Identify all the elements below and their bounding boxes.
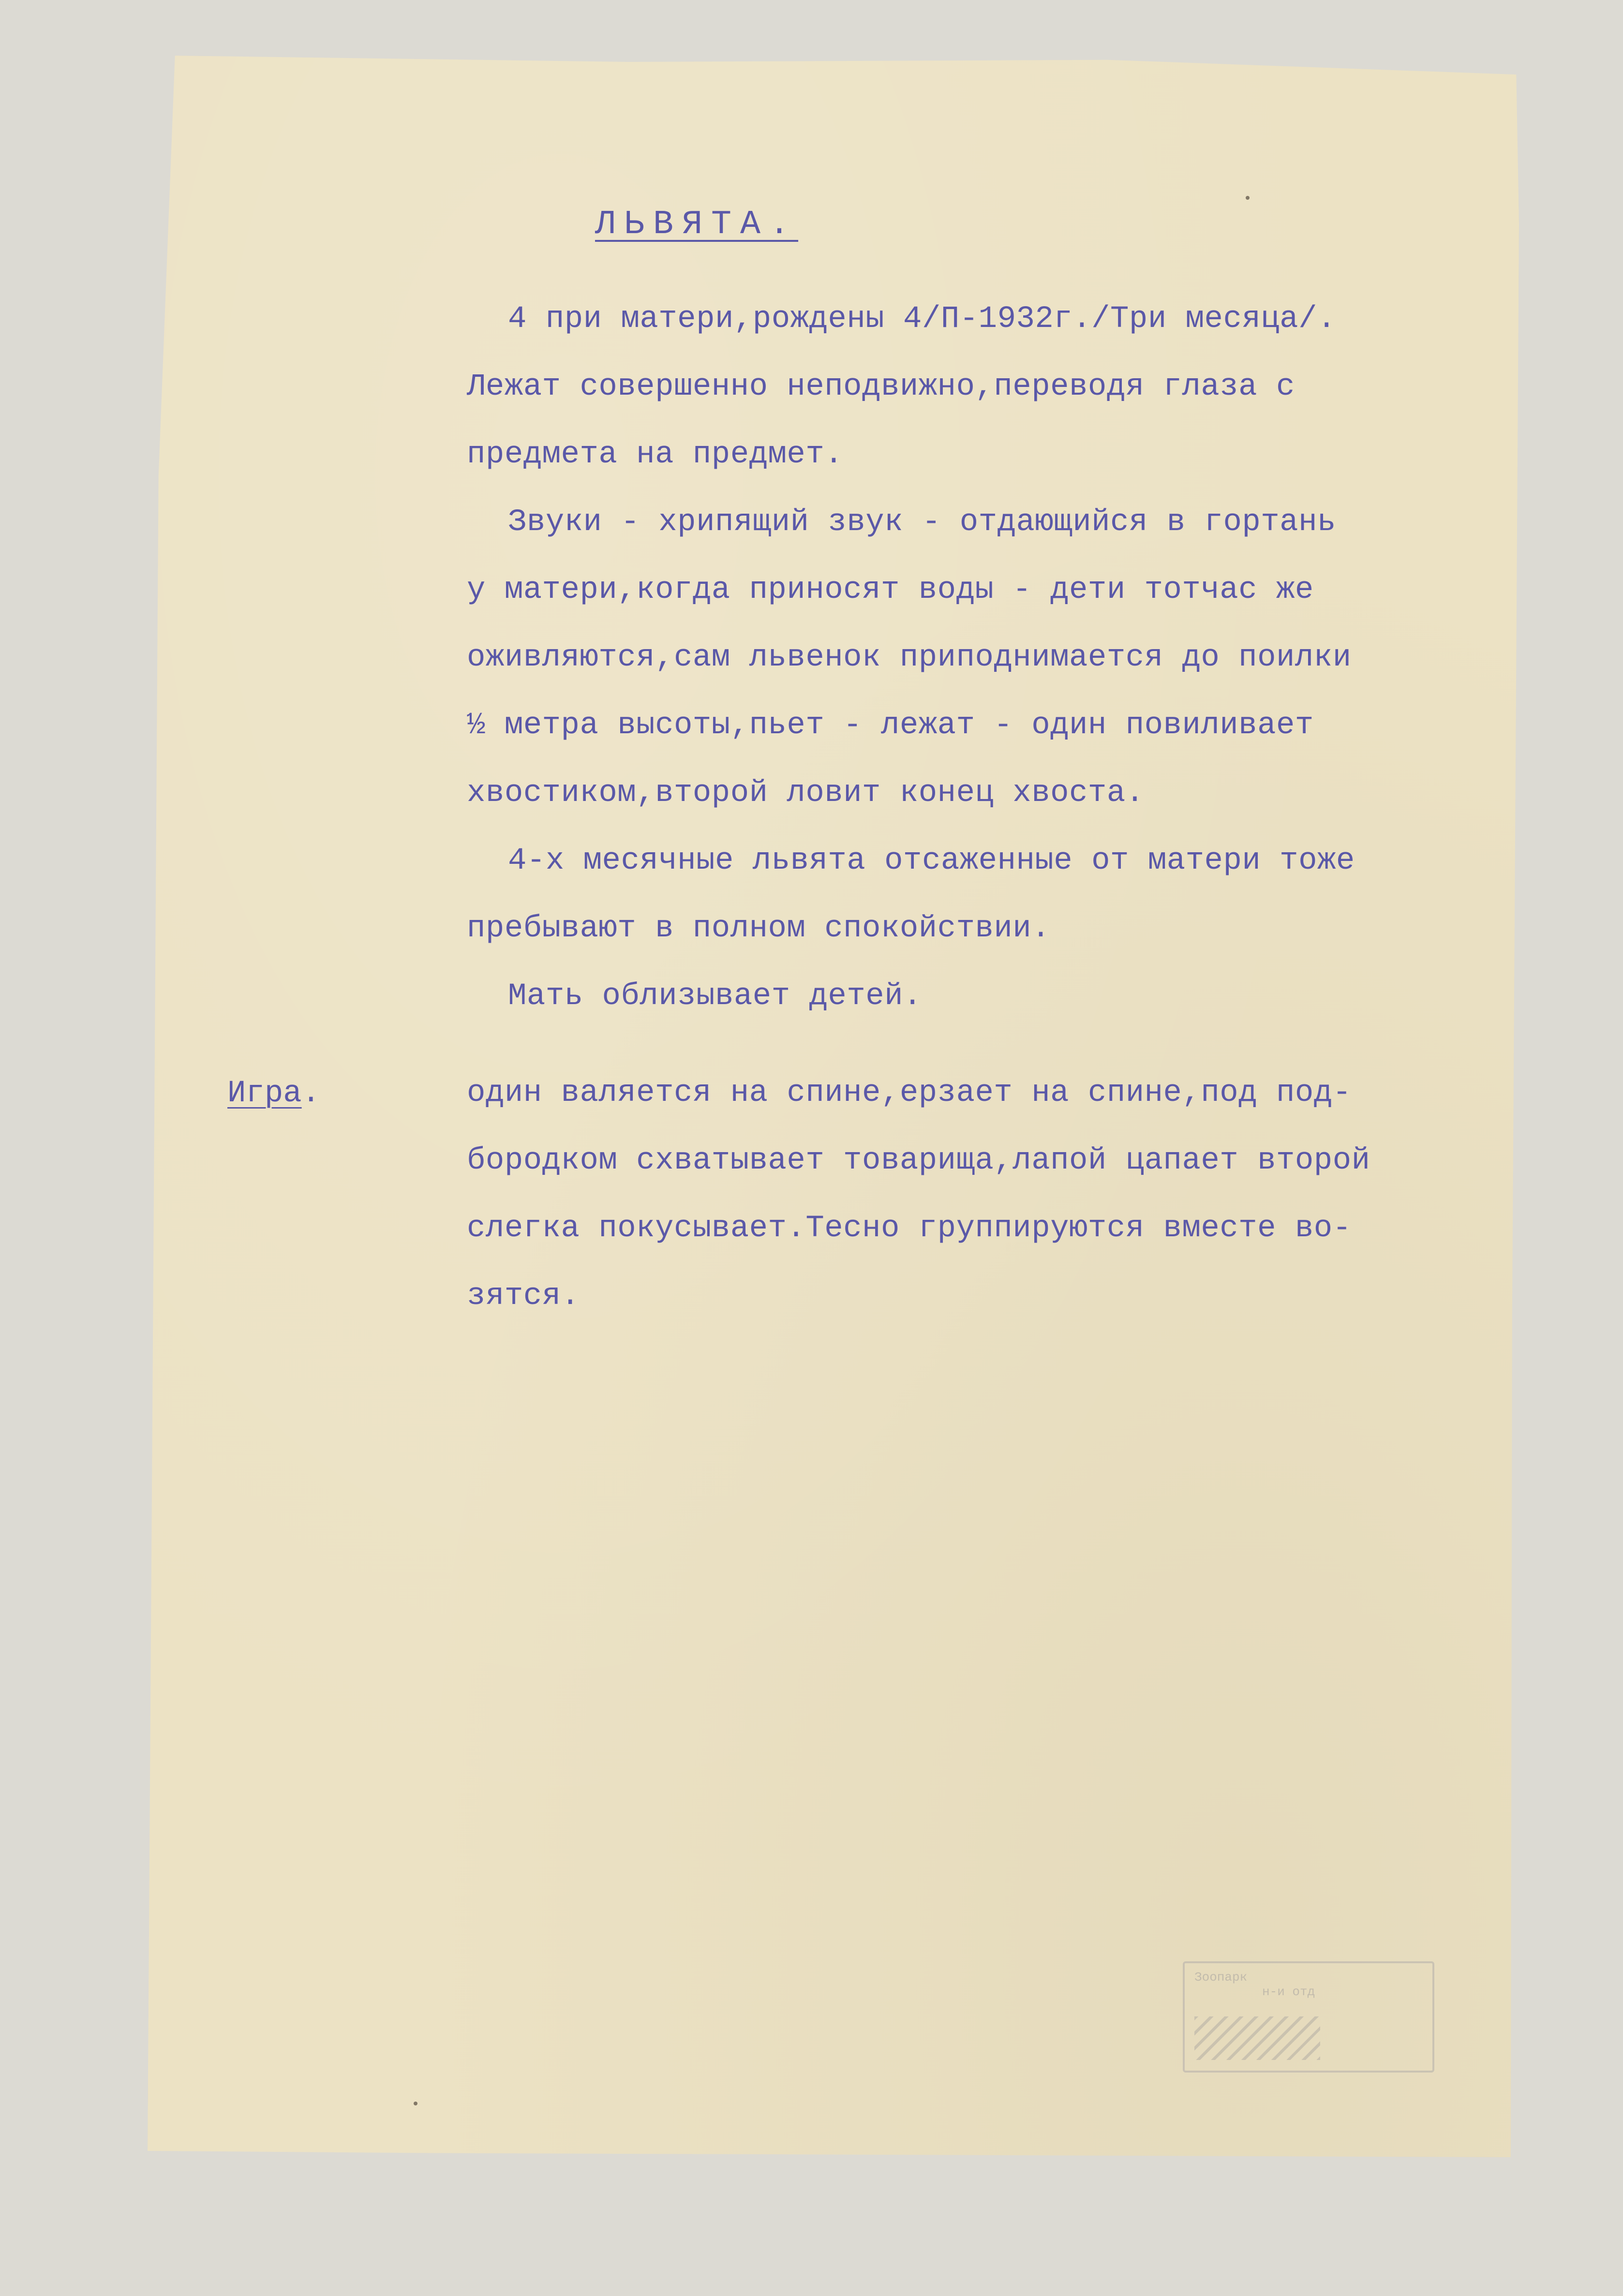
paper-speck: [414, 2102, 417, 2105]
text-line: предмета на предмет.: [467, 437, 844, 472]
section-text-line: зятся.: [467, 1279, 580, 1314]
text-line: 4-х месячные львята отсаженные от матери тоже: [508, 844, 1355, 878]
stamp-line: Зоопарк: [1194, 1970, 1248, 1985]
document-title: ЛЬВЯТА.: [595, 206, 799, 244]
text-line: хвостиком,второй ловит конец хвоста.: [467, 776, 1145, 811]
stamp-hatch: [1194, 2016, 1320, 2060]
stamp-line: н-и отд: [1262, 1985, 1315, 1999]
text-line: 4 при матери,рождены 4/П-1932г./Три месяца/.: [508, 302, 1336, 337]
text-line: оживляются,сам львенок приподнимается до поилки: [467, 640, 1352, 675]
section-label-suffix: .: [301, 1076, 321, 1111]
section-text-line: один валяется на спине,ерзает на спине,под под-: [467, 1076, 1352, 1111]
archive-stamp: [1183, 1961, 1434, 2073]
text-line: Мать облизывает детей.: [508, 979, 922, 1014]
section-label-word: Игра: [227, 1076, 302, 1111]
section-label-play: [227, 1076, 320, 1111]
paper-speck: [1246, 196, 1250, 200]
text-line: Звуки - хрипящий звук - отдающийся в гортань: [508, 505, 1336, 540]
text-line: пребывают в полном спокойствии.: [467, 911, 1051, 946]
section-text-line: бородком схватывает товарища,лапой цапает второй: [467, 1143, 1370, 1178]
section-text-line: слегка покусывает.Тесно группируются вместе во-: [467, 1211, 1352, 1246]
text-line: ½ метра высоты,пьет - лежат - один повиливает: [467, 708, 1314, 743]
text-line: у матери,когда приносят воды - дети тотчас же: [467, 573, 1314, 607]
text-line: Лежат совершенно неподвижно,переводя глаза с: [467, 370, 1295, 404]
